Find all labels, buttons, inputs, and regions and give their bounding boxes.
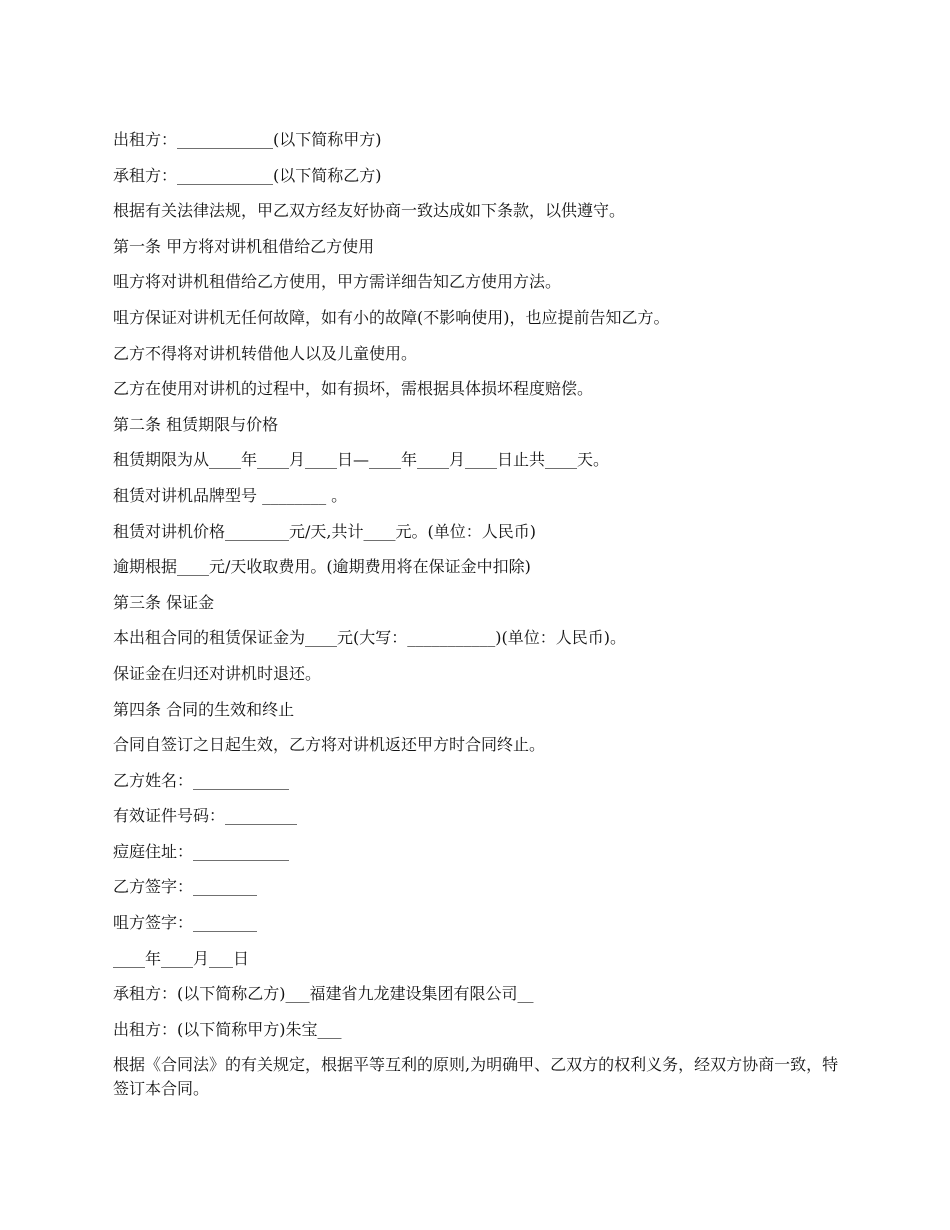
address-line: 痘庭住址：____________ <box>113 841 290 861</box>
lessee-name-line: 乙方姓名：____________ <box>113 770 290 790</box>
deposit-line: 本出租合同的租赁保证金为____元(大写：___________)(单位：人民币)。 <box>113 628 626 648</box>
contract-body <box>113 122 843 1101</box>
article-1-clause-2: 咀方保证对讲机无任何故障，如有小的故障(不影响使用)，也应提前告知乙方。 <box>113 307 670 327</box>
id-number-line: 有效证件号码：_________ <box>113 806 298 826</box>
overdue-line: 逾期根据____元/天收取费用。(逾期费用将在保证金中扣除) <box>113 557 531 577</box>
article-2-heading: 第二条 租赁期限与价格 <box>113 414 279 434</box>
lessor-signature-line: 咀方签字：________ <box>113 913 258 933</box>
article-1-clause-1: 咀方将对讲机租借给乙方使用，甲方需详细告知乙方使用方法。 <box>113 272 562 292</box>
model-line: 租赁对讲机品牌型号 ________ 。 <box>113 485 348 505</box>
lessee-line: 承租方：____________(以下简称乙方) <box>113 165 382 185</box>
lessor-line: 出租方：____________(以下简称甲方) <box>113 130 382 149</box>
effect-line: 合同自签订之日起生效，乙方将对讲机返还甲方时合同终止。 <box>113 735 546 755</box>
date-line: ____年____月___日 <box>113 948 250 968</box>
second-lessor-line: 出租方：(以下简称甲方)朱宝___ <box>113 1019 342 1039</box>
article-4-heading: 第四条 合同的生效和终止 <box>113 699 295 719</box>
second-lessee-line: 承租方：(以下简称乙方)___福建省九龙建设集团有限公司__ <box>113 984 534 1004</box>
preamble-line: 根据有关法律法规，甲乙双方经友好协商一致达成如下条款，以供遵守。 <box>113 201 626 221</box>
lessee-signature-line: 乙方签字：________ <box>113 877 258 897</box>
article-1-clause-4: 乙方在使用对讲机的过程中，如有损坏，需根据具体损坏程度赔偿。 <box>113 379 594 399</box>
article-1-clause-3: 乙方不得将对讲机转借他人以及儿童使用。 <box>113 343 418 363</box>
article-3-heading: 第三条 保证金 <box>113 592 215 612</box>
article-1-heading: 第一条 甲方将对讲机租借给乙方使用 <box>113 236 375 256</box>
legal-basis-paragraph: 根据《合同法》的有关规定，根据平等互利的原则,为明确甲、乙双方的权利义务，经双方协商一致，特签订本合同。 <box>113 1055 839 1099</box>
price-line: 租赁对讲机价格________元/天,共计____元。(单位：人民币) <box>113 521 536 541</box>
deposit-refund-line: 保证金在归还对讲机时退还。 <box>113 663 322 683</box>
lease-term-line: 租赁期限为从____年____月____日—____年____月____日止共____天。 <box>113 450 610 470</box>
